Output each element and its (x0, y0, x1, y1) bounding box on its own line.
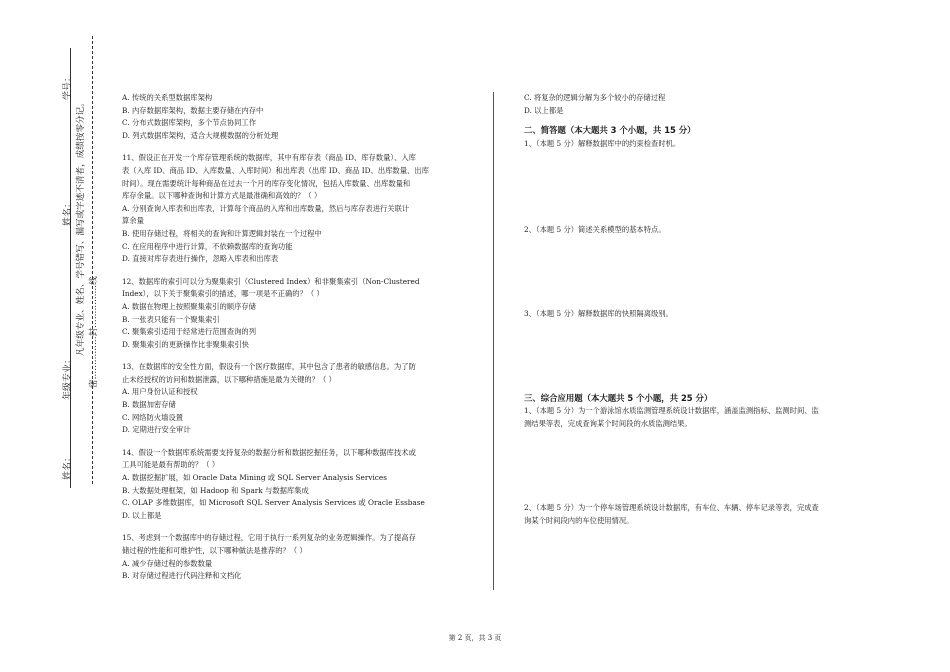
option-d: D. 列式数据库架构，适合大规模数据的分析处理 (122, 130, 279, 140)
question-stem: 14、假设一个数据库系统需要支持复杂的数据分析和数据挖掘任务，以下哪种数据库技术或 (122, 447, 416, 457)
page-footer: 第 2 页，共 3 页 (448, 634, 502, 642)
grade-major-label: 年级专业： (63, 354, 73, 400)
question-stem: 表（入库 ID、商品 ID、入库数量、入库时间）和出库表（出库 ID、商品 ID、出库数量、出库 (122, 165, 429, 175)
short-answer-1: 1、（本题 5 分）解释数据库中的约束检查时机。 (524, 139, 681, 149)
option-c: C. 将复杂的逻辑分解为多个较小的存储过程 (524, 93, 666, 102)
short-answer-2: 2、（本题 5 分）简述关系模型的基本特点。 (524, 224, 666, 234)
binding-dashed-line (92, 36, 93, 484)
question-stem: 止未经授权的访问和数据泄露，以下哪种措施是最为关键的？（ ） (122, 374, 336, 384)
question-stem: 工具可能是最有帮助的？（ ） (122, 460, 220, 470)
option-a: A. 减少存储过程的参数数量 (122, 558, 213, 568)
seal-line-text: 密……………封……………线 (89, 276, 99, 388)
answer-space (524, 236, 924, 308)
question-14 (122, 447, 429, 523)
option-a: A. 传统的关系型数据库架构 (122, 93, 213, 102)
option-d: D. 以上都是 (524, 105, 564, 115)
option-c: C. OLAP 多维数据库，如 Microsoft SQL Server Analysis Services 或 Oracle Essbase (122, 498, 425, 508)
name-label: 姓名： (63, 198, 73, 226)
student-id-label: 学号： (63, 72, 73, 100)
question-15-options-continued (524, 92, 924, 117)
question-12 (122, 276, 429, 352)
application-2-line: 2、（本题 5 分）为一个停车场管理系统设计数据库，有车位、车辆、停车记录等表，完成查 (524, 503, 819, 513)
option-c: C. 网络防火墙设置 (122, 412, 184, 422)
section-short-answer-title: 二、简答题（本大题共 3 个小题，共 15 分） (524, 125, 696, 136)
section-application-title: 三、综合应用题（本大题共 5 个小题，共 25 分） (524, 392, 713, 403)
question-stem: Index），以下关于聚集索引的描述，哪一项是不正确的？（ ） (122, 289, 324, 299)
column-divider (493, 92, 494, 590)
question-stem: 库存余量。以下哪种查询和计算方式是最准确和高效的？（ ） (122, 191, 322, 201)
left-column (122, 92, 429, 583)
question-stem: 12、数据库的索引可以分为聚集索引（Clustered Index）和非聚集索引（Non-Clustered (122, 276, 420, 286)
option-a-cont: 算余量 (122, 216, 144, 226)
option-a: A. 分别查询入库表和出库表，计算每个商品的入库和出库数量，然后与库存表进行关联计 (122, 203, 410, 213)
option-d: D. 直接对库存表进行操作，忽略入库表和出库表 (122, 254, 279, 264)
application-1-line: 测结果等表，完成查询某个时间段的水质监测结果。 (524, 418, 692, 428)
application-2-line: 询某个时间段内的车位使用情况。 (524, 515, 634, 525)
option-d: D. 定期进行安全审计 (122, 425, 191, 435)
right-column (524, 92, 924, 527)
question-10-options (122, 92, 429, 142)
option-b: B. 内存数据库架构，数据主要存储在内存中 (122, 105, 264, 115)
answer-space (524, 151, 924, 224)
binding-solid-line (70, 48, 71, 488)
binding-margin (0, 0, 110, 672)
question-15 (122, 532, 429, 582)
question-13 (122, 361, 429, 437)
question-stem: 13、在数据库的安全性方面，假设有一个医疗数据库，其中包含了患者的敏感信息。为了防 (122, 362, 416, 372)
option-d: D. 聚集索引的更新操作比非聚集索引快 (122, 339, 249, 349)
option-c: C. 分布式数据库架构，多个节点协同工作 (122, 118, 257, 128)
name-label-bottom: 姓名： (63, 452, 73, 480)
option-b: B. 数据加密存储 (122, 400, 176, 410)
question-stem: 15、考虑到一个数据库中的存储过程，它用于执行一系列复杂的业务逻辑操作。为了提高存 (122, 533, 416, 543)
question-stem: 11、假设正在开发一个库存管理系统的数据库，其中有库存表（商品 ID、库存数量）、入库 (122, 153, 416, 163)
option-d: D. 以上都是 (122, 510, 162, 520)
short-answer-3: 3、（本题 5 分）解释数据库的快照隔离级别。 (524, 309, 673, 319)
answer-space (524, 321, 924, 391)
option-b: B. 大数据处理框架，如 Hadoop 和 Spark 与数据库集成 (122, 485, 309, 495)
option-a: A. 数据挖掘扩展，如 Oracle Data Mining 或 SQL Server Analysis Services (122, 473, 387, 483)
question-stem: 时间）。现在需要统计每种商品在过去一个月的库存变化情况，包括入库数量、出库数量和 (122, 178, 411, 188)
option-b: B. 对存储过程进行代码注释和文档化 (122, 571, 242, 581)
option-a: A. 数据在物理上按照聚集索引的顺序存储 (122, 301, 256, 311)
binding-warning: 凡年级专业、姓名、学号错写、漏写或字迹不清者，成绩按零分记。 (76, 98, 86, 356)
option-b: B. 使用存储过程，将相关的查询和计算逻辑封装在一个过程中 (122, 228, 322, 238)
question-stem: 储过程的性能和可维护性，以下哪种做法是推荐的？（ ） (122, 546, 307, 555)
answer-space (524, 430, 924, 502)
option-c: C. 在应用程序中进行计算，不依赖数据库的查询功能 (122, 241, 293, 251)
option-c: C. 聚集索引适用于经常进行范围查询的列 (122, 327, 257, 337)
question-11 (122, 152, 429, 265)
option-b: B. 一张表只能有一个聚集索引 (122, 314, 220, 324)
application-1-line: 1、（本题 5 分）为一个游泳馆水质监测管理系统设计数据库，涵盖监测指标、监测时间、监 (524, 405, 819, 415)
option-a: A. 用户身份认证和授权 (122, 387, 198, 397)
